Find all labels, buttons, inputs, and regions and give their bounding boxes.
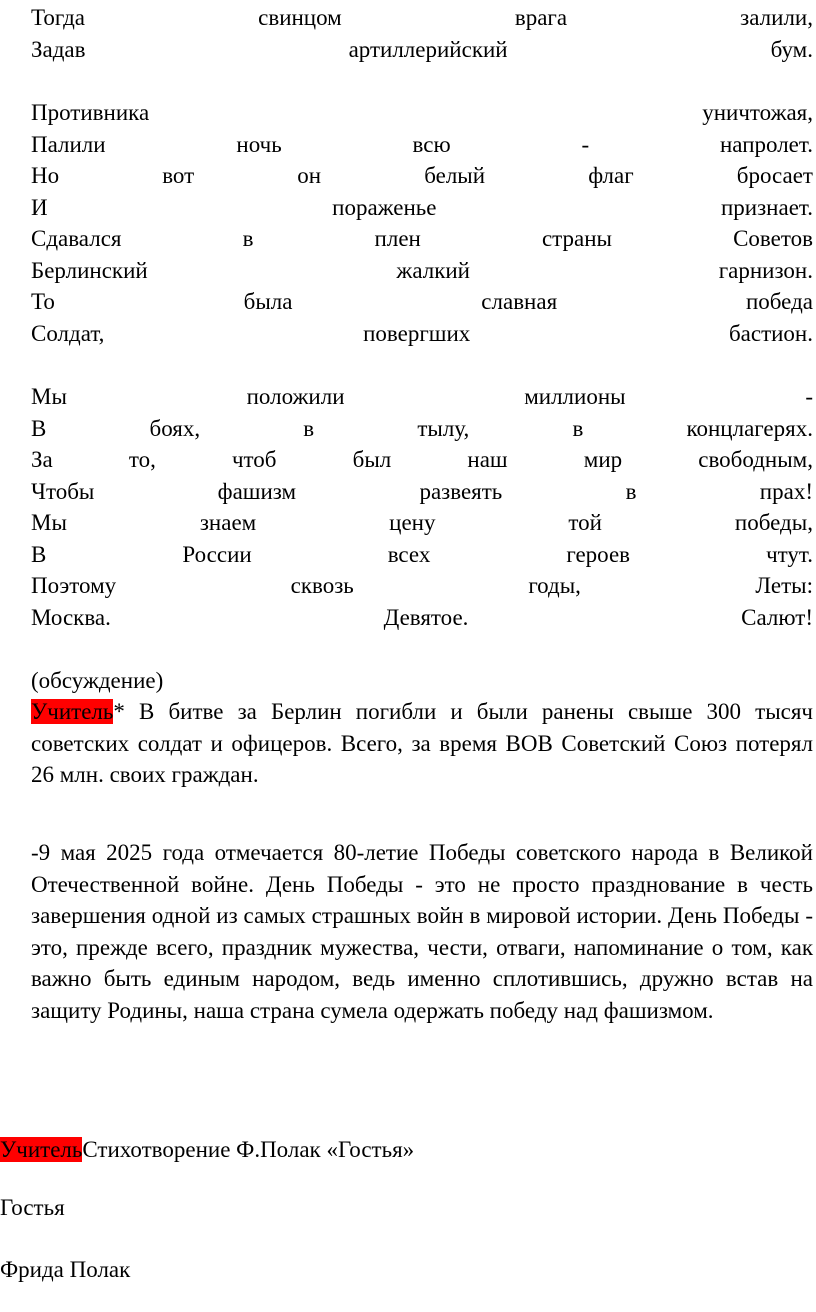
poem-word: Но [31,163,60,188]
poem-word: - [805,384,813,409]
poem-word: всю [412,131,451,157]
poem-line [31,286,813,318]
poem-word: Леты: [755,573,813,598]
poem-word: победа [745,289,813,314]
poem-line [31,318,813,350]
poem-word: концлагерях. [686,415,813,441]
poem-word: бастион. [728,320,813,346]
poem-word: повергших [363,320,471,346]
poem-word: белый [424,163,486,188]
poem-word: всех [387,541,431,567]
poem-word: свинцом [258,5,342,30]
poem-line [31,570,813,602]
poem-word: в [625,478,637,504]
poem-word: плен [374,226,421,251]
poem-word: напролет. [719,131,813,157]
poem-word: прах! [759,478,813,504]
poem-title: Гостья [0,1195,65,1220]
poem-word: Мы [31,510,67,535]
poem-line [31,413,813,445]
poem-word: знаем [199,510,257,535]
poem-word: В [31,541,47,567]
poem-word: боях, [149,415,201,441]
poem-word: героев [566,541,631,567]
poem-word: в [242,226,254,251]
poem-word: пораженье [332,194,437,220]
poem-word: ночь [236,131,282,157]
poem-intro-text: Стихотворение Ф.Полак «Гостья» [82,1137,415,1162]
poem-word: он [297,163,322,188]
poem-word: Поэтому [31,573,117,598]
poem-word: свободным, [698,447,813,472]
poem-word: уничтожая, [702,100,813,125]
poem-word: Мы [31,384,67,409]
poem-word: в [572,415,584,441]
poem-word: фашизм [217,478,297,504]
poem-word: вот [162,163,195,188]
poem-stanza-1 [31,2,813,65]
poem-line [31,476,813,508]
poem-word: флаг [588,163,634,188]
poem-word: наш [467,447,508,472]
poem-word: Сдавался [31,226,122,251]
poem-word: То [31,289,55,314]
poem-word: был [352,447,392,472]
poem-word: залили, [740,5,813,30]
poem-word: И [31,194,48,220]
poem-word: Москва. [31,604,111,630]
poem-word: Задав [31,36,86,62]
poem-word: победы, [734,510,813,535]
poem-word: чтоб [231,447,277,472]
poem-word: За [31,447,53,472]
poem-line [31,507,813,539]
poem-word: Солдат, [31,320,105,346]
poem-word: гарнизон. [718,257,813,283]
poem-word: славная [481,289,558,314]
poem-word: в [303,415,315,441]
poem-word: развеять [419,478,503,504]
poem-line [31,129,813,161]
teacher-remark-text: * В битве за Берлин погибли и были ранены свыше 300 тысяч советских солдат и офицеров. Всего, за время ВОВ Советский Союз потерял 26 млн. своих граждан. [31,699,813,787]
poem-word: бум. [770,36,813,62]
poem-line [31,192,813,224]
poem-word: признает. [720,194,813,220]
poem-author: Фрида Полак [0,1257,131,1282]
poem-line [31,97,813,129]
poem-line [31,539,813,571]
teacher-label-highlight: Учитель [31,699,114,724]
poem-word: артиллерийский [348,36,508,62]
teacher-label-highlight-2: Учитель [0,1137,83,1162]
poem-word: годы, [528,573,581,598]
poem-word: Салют! [741,604,813,630]
poem-word: была [243,289,293,314]
poem-word: тылу, [417,415,470,441]
victory-day-paragraph: -9 мая 2025 года отмечается 80-летие Победы советского народа в Великой Отечественной войне. День Победы - это не просто празднование в честь завершения одной из самых страшных войн в мировой истории. День Победы - это, прежде всего, праздник мужества, чести, отваги, напоминание о том, как важно быть единым народом, ведь именно сплотившись, дружно встав на защиту Родины, наша страна сумела одержать победу над фашизмом. [31,840,813,1023]
poem-word: бросает [736,163,813,188]
poem-word: той [568,510,602,535]
poem-line [31,160,813,192]
poem-word: мир [583,447,623,472]
poem-line [31,444,813,476]
poem-word: чтут. [766,541,813,567]
poem-word: Противника [31,100,150,125]
poem-word: Чтобы [31,478,95,504]
poem-word: цену [389,510,436,535]
poem-word: В [31,415,47,441]
poem-line [31,2,813,34]
poem-word: Советов [733,226,813,251]
poem-line [31,381,813,413]
poem-word: - [581,131,590,157]
poem-word: положили [246,384,345,409]
poem-line [31,602,813,634]
poem-word: жалкий [396,257,470,283]
poem-stanza-2 [31,97,813,349]
poem-word: России [182,541,252,567]
poem-stanza-3 [31,381,813,633]
poem-word: то, [128,447,156,472]
poem-intro-line [0,1134,414,1166]
poem-word: Тогда [31,5,86,30]
discussion-note: (обсуждение) [31,668,164,693]
poem-word: сквозь [290,573,354,598]
poem-word: Берлинский [31,257,148,283]
poem-line [31,34,813,66]
poem-line [31,223,813,255]
poem-word: Палили [31,131,106,157]
teacher-remark-1 [31,696,813,791]
poem-line [31,255,813,287]
poem-word: миллионы [524,384,626,409]
poem-word: врага [514,5,568,30]
poem-word: страны [541,226,612,251]
poem-word: Девятое. [383,604,469,630]
